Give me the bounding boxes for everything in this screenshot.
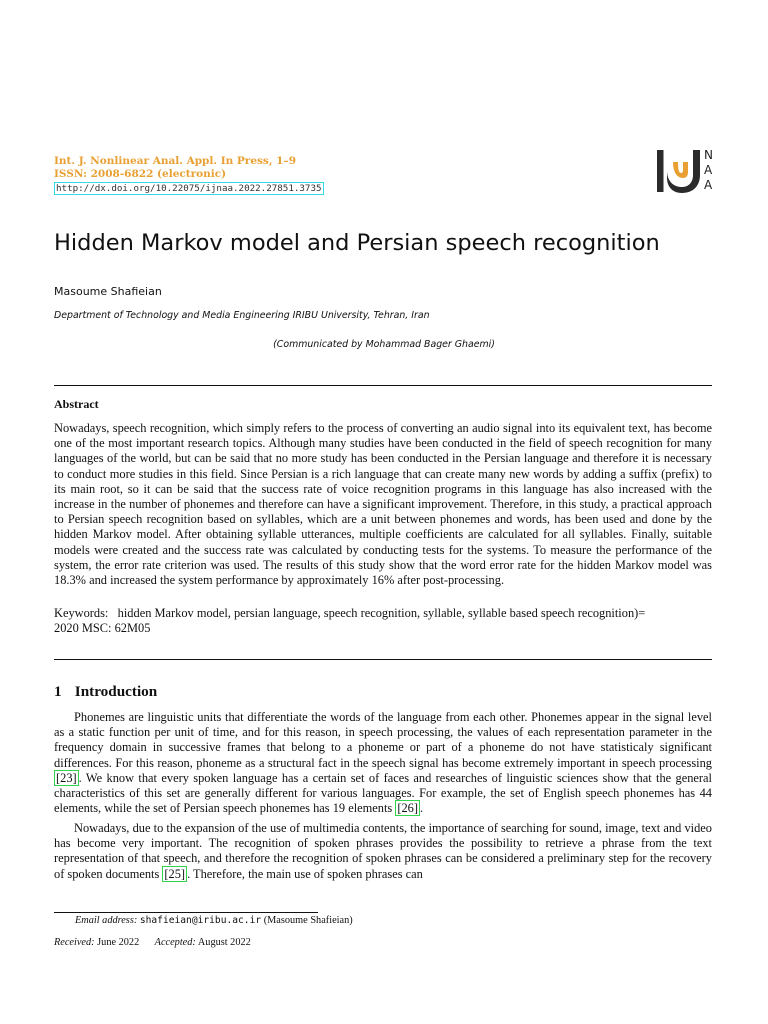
paragraph-text: . Therefore, the main use of spoken phrases can — [187, 866, 423, 881]
accepted-date: August 2022 — [197, 937, 251, 948]
paragraph-text: . — [420, 801, 424, 816]
ijnaa-logo-icon — [656, 148, 702, 194]
logo-letter: A — [704, 178, 713, 192]
paper-author: Masoume Shafieian — [54, 285, 162, 298]
accepted-label: Accepted: — [154, 937, 196, 948]
paragraph — [54, 710, 712, 816]
logo-letter: A — [704, 163, 713, 177]
section-body — [54, 710, 712, 886]
email-address[interactable]: shafieian@iribu.ac.ir — [139, 915, 262, 926]
doi-link[interactable]: http://dx.doi.org/10.22075/ijnaa.2022.27851.3735 — [56, 183, 322, 195]
paper-title: Hidden Markov model and Persian speech recognition — [54, 230, 660, 256]
logo-letters — [704, 148, 713, 193]
issn-line: ISSN: 2008-6822 (electronic) — [54, 168, 227, 181]
msc-code: 2020 MSC: 62M05 — [54, 621, 151, 636]
paragraph-text: . We know that every spoken language has a certain set of faces and researches of linguistic sciences show that the general characteristics of this set are generally different for various languages. For example, the set of English speech phonemes has 44 elements, while the set of Persian speech phonemes has 19 elements — [54, 770, 712, 816]
journal-logo — [656, 148, 716, 194]
abstract-text: Nowadays, speech recognition, which simply refers to the process of converting an audio signal into its equivalent text, has become one of the most important research topics. Although many studies have been conducted in the field of speech recognition for many languages of the world, but can be said that no more study has been conducted in the Persian language and therefore it is necessary to conduct more studies in this field. Since Persian is a rich language that can create many new words by adding a suffix (prefix) to its main root, so it can be said that the success rate of voice recognition programs in this language has also increased with the increase in the number of phonemes and therefore can have a significant improvement. Therefore, in this study, a practical approach to Persian speech recognition based on syllables, which are a unit between phonemes and words, has been used and done by the hidden Markov model. After obtaining syllable utterances, multiple coefficients are calculated for all syllables. Finally, suitable models were created and the success rate was calculated by conducting tests for the systems. To measure the performance of the system, the error rate criterion was used. The results of this study show that the word error rate for the hidden Markov model was 18.3% and increased the system performance by approximately 16% after post-processing. — [54, 421, 712, 588]
email-label: Email address: — [75, 915, 138, 926]
citation-link[interactable]: [23] — [56, 770, 77, 785]
keywords-list: hidden Markov model, persian language, speech recognition, syllable, syllable based speech recognition)= — [117, 606, 646, 620]
dates-line — [54, 937, 251, 948]
paragraph-text: Phonemes are linguistic units that differentiate the words of the language from each other. Phonemes appear in the signal level as a static function per unit of time, and for this reason, in speech processing, the values of each representation parameter in the frequency domain in successive frames that belong to a phoneme or part of a phoneme do not have statisticaly significant differences. For this reason, phoneme as a structural fact in the speech signal has become extremely important in speech processing — [54, 710, 712, 770]
abstract-heading: Abstract — [54, 397, 99, 411]
paragraph-text: Nowadays, due to the expansion of the use of multimedia contents, the importance of searching for sound, image, text and video has become very important. The recognition of spoken phrases provides the possibility to retrieve a phrase from the text representation of that speech, and therefore the recognition of spoken phrases can be considered a preliminary step for the recovery of spoken documents — [54, 820, 712, 881]
citation-link[interactable]: [25] — [164, 866, 186, 881]
received-date: June 2022 — [97, 937, 140, 948]
paragraph — [54, 821, 712, 882]
author-affiliation: Department of Technology and Media Engineering IRIBU University, Tehran, Iran — [54, 310, 430, 321]
section-heading — [54, 683, 157, 701]
email-owner: (Masoume Shafieian) — [263, 915, 353, 926]
logo-letter: N — [704, 148, 713, 162]
keywords-block — [54, 606, 712, 636]
journal-header — [54, 155, 324, 196]
received-label: Received: — [54, 937, 95, 948]
footnote — [75, 915, 353, 926]
citation-link[interactable]: [26] — [397, 801, 418, 816]
section-title: Introduction — [74, 683, 158, 700]
abstract-bottom-rule — [54, 659, 712, 660]
journal-line: Int. J. Nonlinear Anal. Appl. In Press, 1–9 — [54, 155, 297, 167]
section-number: 1 — [54, 683, 62, 700]
abstract-top-rule — [54, 385, 712, 386]
keywords-line — [54, 606, 712, 621]
communicated-by: (Communicated by Mohammad Bager Ghaemi) — [273, 339, 495, 350]
keywords-label: Keywords: — [54, 606, 109, 620]
footnote-rule — [54, 912, 318, 913]
